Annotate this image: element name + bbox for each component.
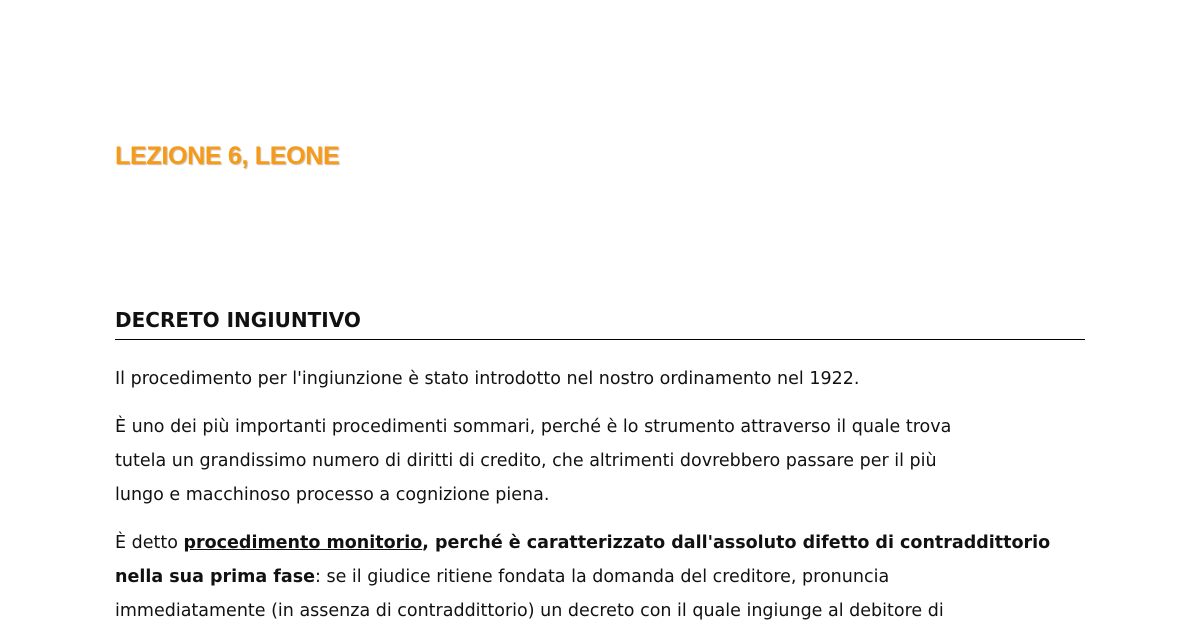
paragraph-2-line-2: tutela un grandissimo numero di diritti di credito, che altrimenti dovrebbero passare per il più (115, 451, 937, 471)
paragraph-3-bold-line-1: , perché è caratterizzato dall'assoluto difetto di contraddittorio (422, 533, 1051, 553)
paragraph-2-line-1: È uno dei più importanti procedimenti sommari, perché è lo strumento attraverso il quale trova (115, 417, 952, 437)
paragraph-3-bold-line-2: nella sua prima fase (115, 567, 316, 587)
lesson-title: LEZIONE 6, LEONE (115, 142, 340, 170)
section-heading: DECRETO INGIUNTIVO (115, 308, 1085, 340)
paragraph-3-line-2-rest: : se il giudice ritiene fondata la domanda del creditore, pronuncia (315, 567, 890, 587)
paragraph-3-line-3: immediatamente (in assenza di contraddittorio) un decreto con il quale ingiunge al debitore di (115, 601, 944, 621)
paragraph-1 (115, 362, 1075, 396)
paragraph-1-text: Il procedimento per l'ingiunzione è stato introdotto nel nostro ordinamento nel 1922. (115, 369, 860, 389)
document-body (115, 362, 1075, 630)
paragraph-3-intro: È detto (115, 533, 184, 553)
paragraph-2-line-3: lungo e macchinoso processo a cognizione piena. (115, 485, 550, 505)
highlighted-term: procedimento monitorio (183, 533, 423, 553)
paragraph-2 (115, 410, 1075, 512)
paragraph-3 (115, 526, 1075, 628)
